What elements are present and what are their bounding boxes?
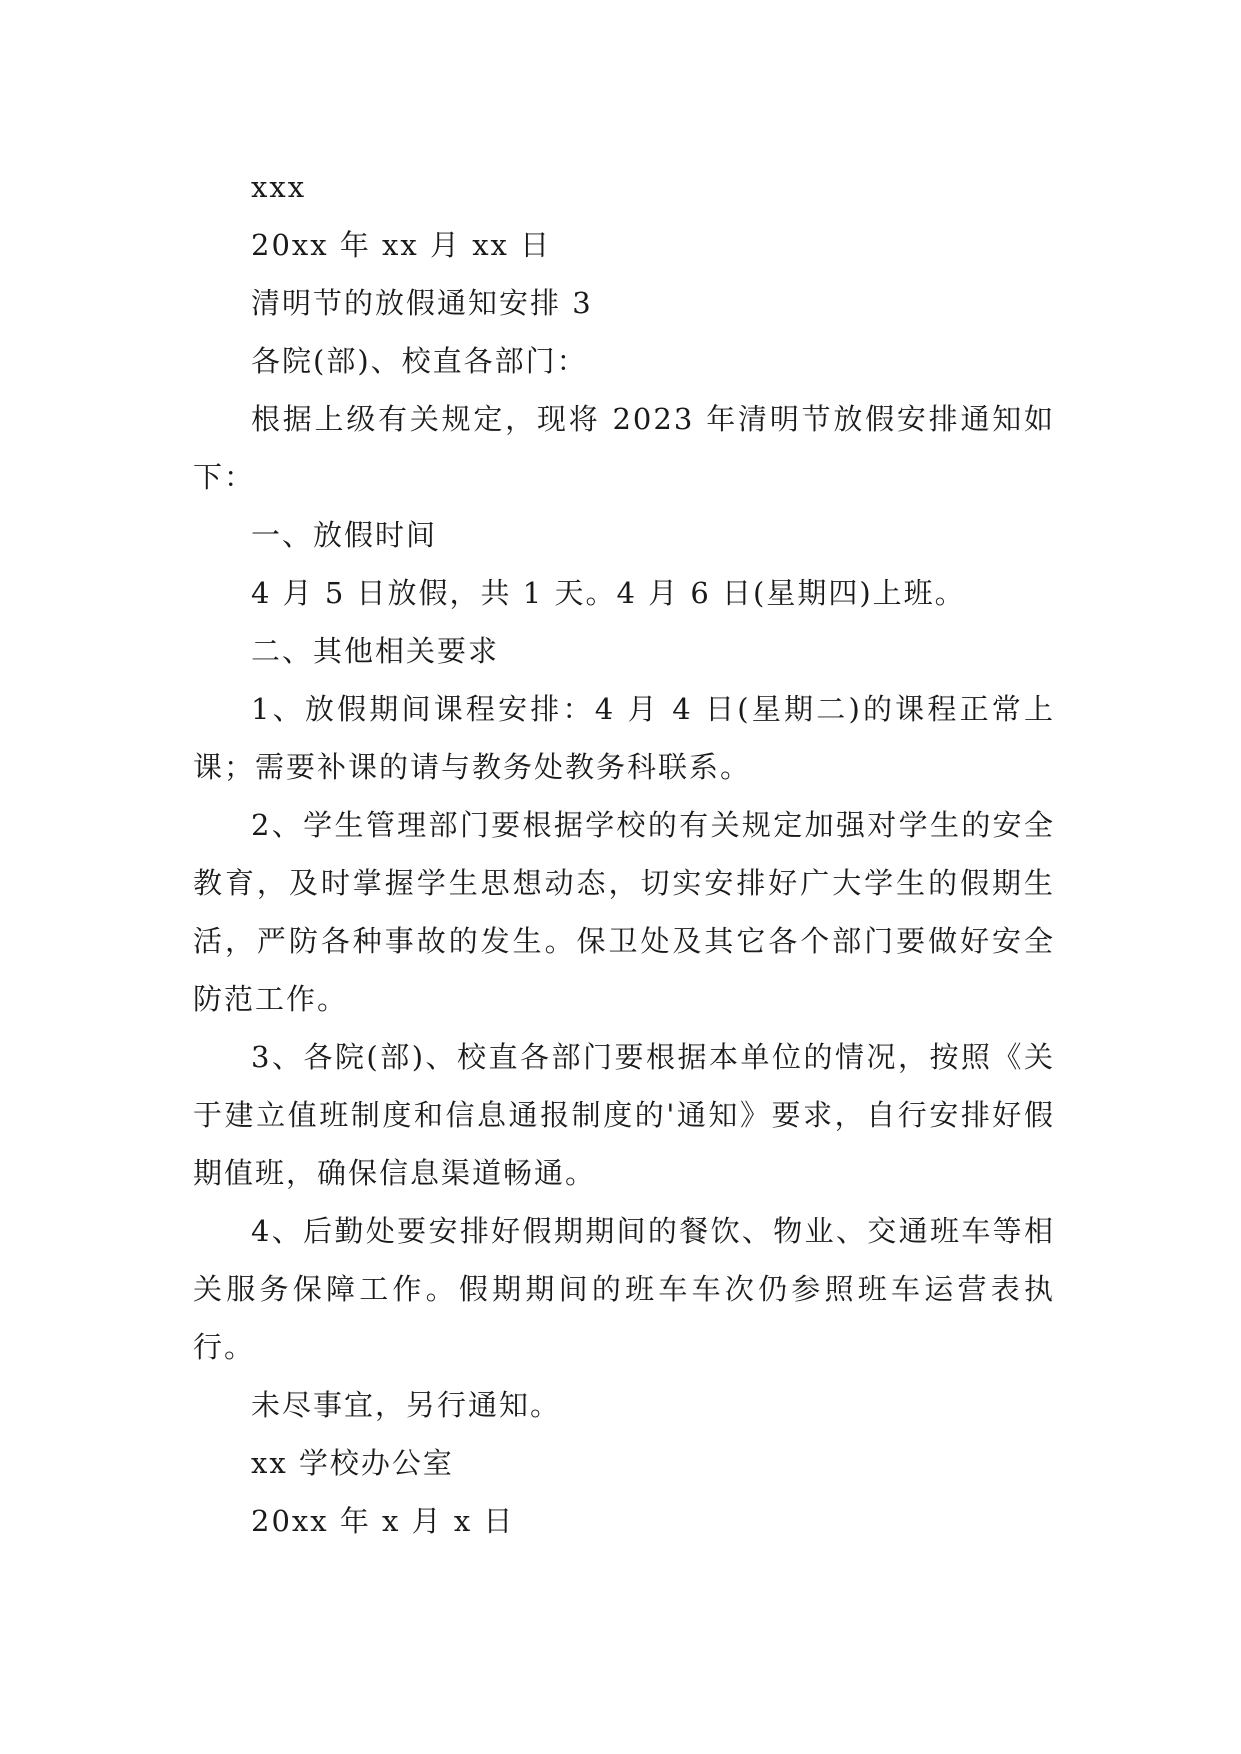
signature-date: 20xx 年 x 月 x 日	[251, 1504, 515, 1538]
notice-title: 清明节的放假通知安排 3	[251, 286, 593, 320]
holiday-time-paragraph: 4 月 5 日放假，共 1 天。4 月 6 日(星期四)上班。	[251, 576, 966, 610]
salutation: 各院(部)、校直各部门：	[251, 344, 588, 378]
requirement-item-3: 3、各院(部)、校直各部门要根据本单位的情况，按照《关于建立值班制度和信息通报制度的'通知》要求，自行安排好假期值班，确保信息渠道畅通。	[193, 1040, 1055, 1190]
author-line: xxx	[251, 170, 307, 204]
section-heading-requirements: 二、其他相关要求	[251, 634, 500, 668]
signature-office: xx 学校办公室	[251, 1446, 454, 1480]
closing-line: 未尽事宜，另行通知。	[251, 1388, 562, 1422]
requirement-item-2: 2、学生管理部门要根据学校的有关规定加强对学生的安全教育，及时掌握学生思想动态，切实安排好广大学生的假期生活，严防各种事故的发生。保卫处及其它各个部门要做好安全防范工作。	[193, 808, 1055, 1016]
section-heading-holiday-time: 一、放假时间	[251, 518, 438, 552]
date-line: 20xx 年 xx 月 xx 日	[251, 228, 552, 262]
intro-paragraph: 根据上级有关规定，现将 2023 年清明节放假安排通知如下：	[193, 402, 1055, 494]
requirement-item-4: 4、后勤处要安排好假期期间的餐饮、物业、交通班车等相关服务保障工作。假期期间的班车车次仍参照班车运营表执行。	[193, 1214, 1055, 1364]
document-body	[193, 158, 1055, 1550]
requirement-item-1: 1、放假期间课程安排：4 月 4 日(星期二)的课程正常上课；需要补课的请与教务处教务科联系。	[193, 692, 1055, 784]
